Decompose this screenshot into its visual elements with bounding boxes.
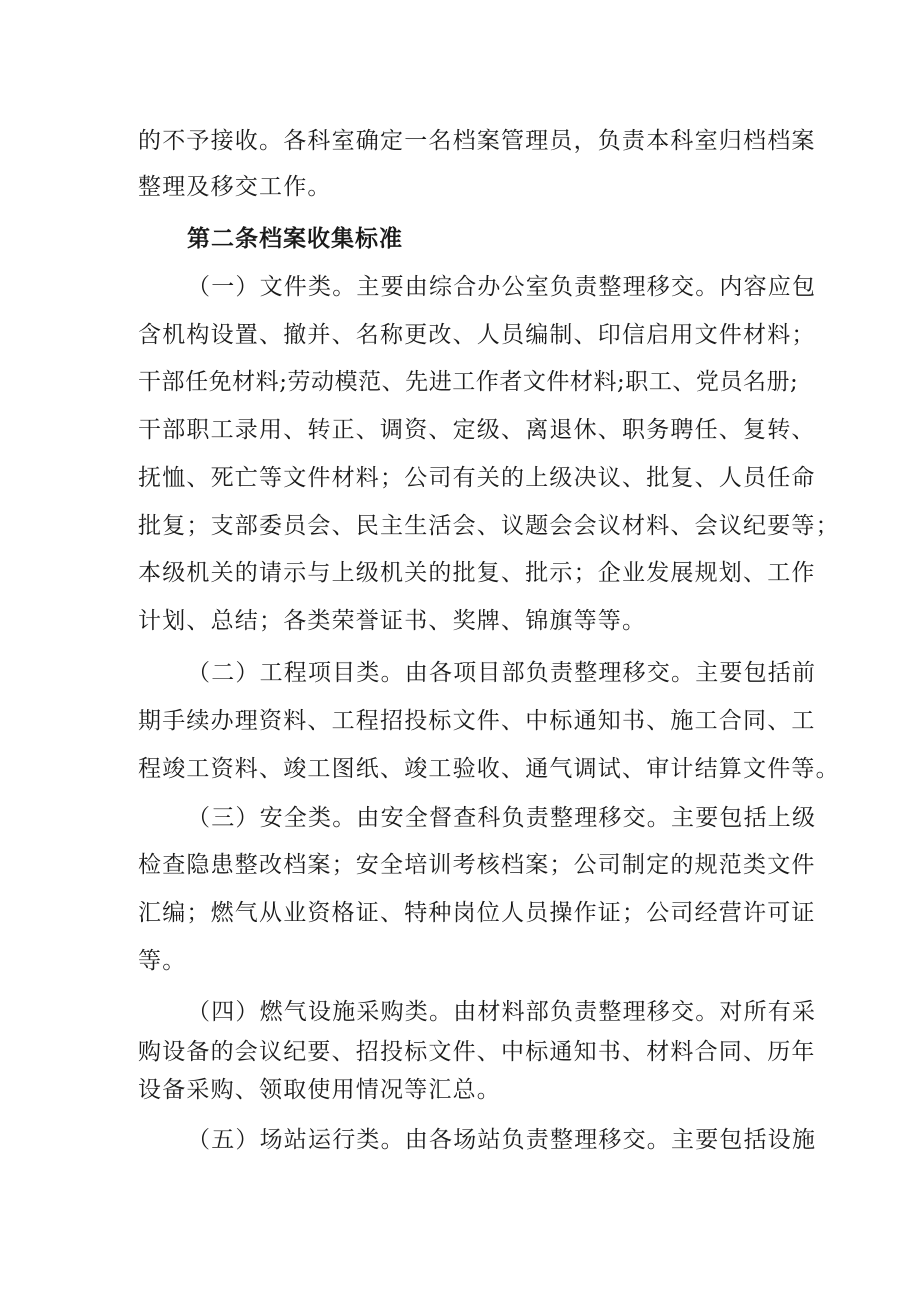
section-1-line-8: 计划、总结；各类荣誉证书、奖牌、锦旗等等。 — [138, 608, 647, 634]
section-1-line-3: 干部任免材料;劳动模范、先进工作者文件材料;职工、党员名册; — [138, 369, 798, 395]
section-1-line-2: 含机构设置、撤并、名称更改、人员编制、印信启用文件材料； — [138, 322, 816, 348]
section-1-line-7: 本级机关的请示与上级机关的批复、批示；企业发展规划、工作 — [138, 560, 816, 586]
section-3-line-1: （三）安全类。由安全督查科负责整理移交。主要包括上级 — [187, 805, 817, 831]
section-3-line-4: 等。 — [138, 948, 187, 974]
section-5-line-1: （五）场站运行类。由各场站负责整理移交。主要包括设施 — [187, 1127, 817, 1153]
intro-line-2: 整理及移交工作。 — [138, 174, 332, 200]
section-4-line-1: （四）燃气设施采购类。由材料部负责整理移交。对所有采 — [187, 999, 817, 1025]
section-3-line-2: 检查隐患整改档案；安全培训考核档案；公司制定的规范类文件 — [138, 852, 816, 878]
intro-line-1: 的不予接收。各科室确定一名档案管理员，负责本科室归档档案 — [138, 128, 816, 154]
article-heading: 第二条档案收集标准 — [187, 226, 403, 252]
section-1-line-5: 抚恤、死亡等文件材料；公司有关的上级决议、批复、人员任命 — [138, 465, 816, 491]
section-3-line-3: 汇编；燃气从业资格证、特种岗位人员操作证；公司经营许可证 — [138, 900, 816, 926]
section-4-line-3: 设备采购、领取使用情况等汇总。 — [138, 1077, 501, 1103]
section-1-line-1: （一）文件类。主要由综合办公室负责整理移交。内容应包 — [187, 274, 817, 300]
section-2-line-2: 期手续办理资料、工程招投标文件、中标通知书、施工合同、工 — [138, 708, 816, 734]
section-1-line-6: 批复；支部委员会、民主生活会、议题会会议材料、会议纪要等； — [138, 513, 840, 539]
section-1-line-4: 干部职工录用、转正、调资、定级、离退休、职务聘任、复转、 — [138, 417, 816, 443]
section-2-line-3: 程竣工资料、竣工图纸、竣工验收、通气调试、审计结算文件等。 — [138, 756, 840, 782]
section-4-line-2: 购设备的会议纪要、招投标文件、中标通知书、材料合同、历年 — [138, 1039, 816, 1065]
section-2-line-1: （二）工程项目类。由各项目部负责整理移交。主要包括前 — [187, 660, 817, 686]
